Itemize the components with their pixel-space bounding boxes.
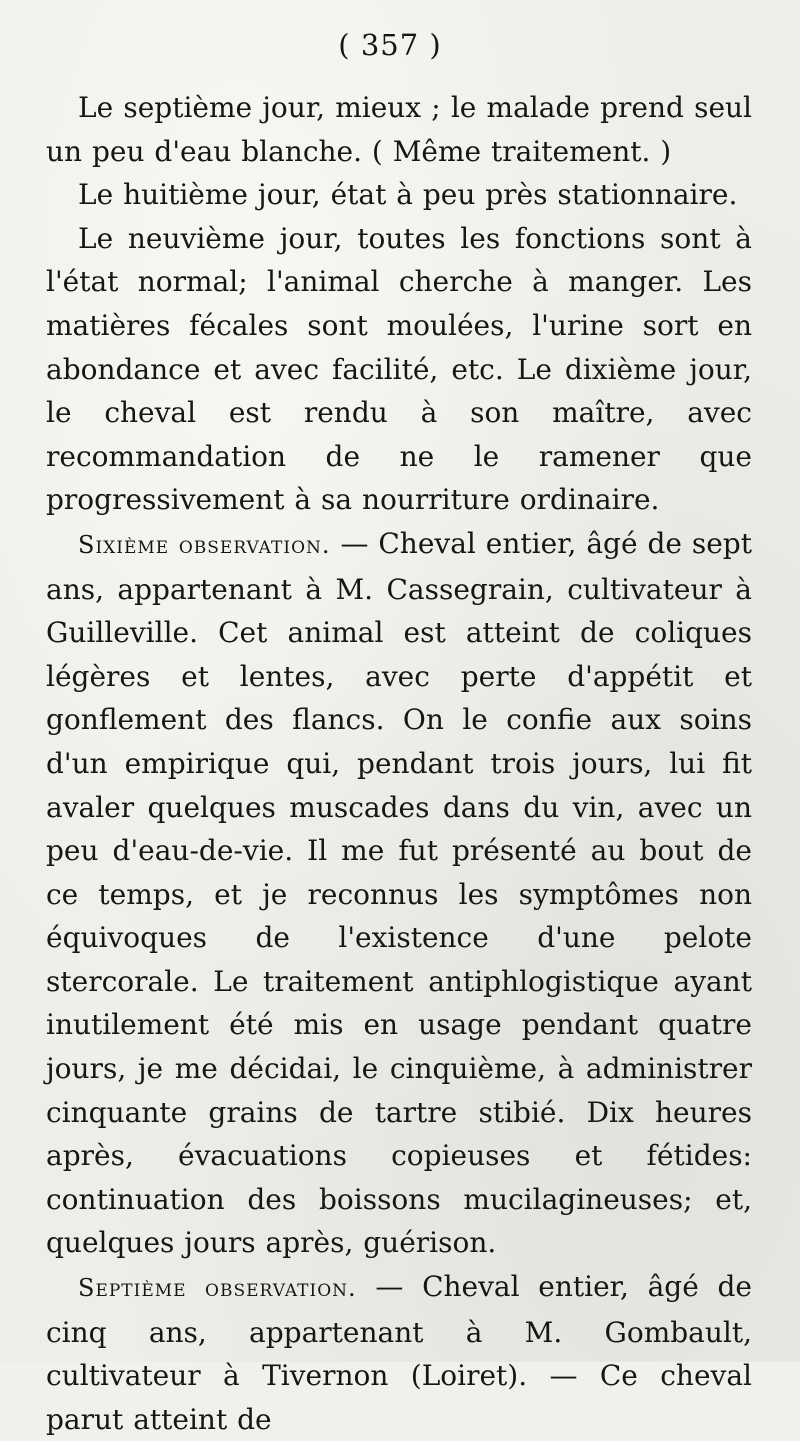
paragraph-seventh-observation	[46, 1265, 752, 1441]
seventh-observation-heading: Septième observation.	[78, 1274, 357, 1303]
page-number: ( 357 )	[338, 28, 442, 62]
sixth-observation-text: — Cheval entier, âgé de sept ans, appartenant à M. Cassegrain, cultivateur à Guilleville. Cet animal est atteint de coliques légères et lentes, avec perte d'appétit et gonflement des flancs. On le confie aux soins d'un empirique qui, pendant trois jours, lui fit avaler quelques muscades dans du vin, avec un peu d'eau-de-vie. Il me fut présenté au bout de ce temps, et je reconnus les symptômes non équivoques de l'existence d'une pelote stercorale. Le traitement antiphlogistique ayant inutilement été mis en usage pendant quatre jours, je me décidai, le cinquième, à administrer cinquante grains de tartre stibié. Dix heures après, évacuations copieuses et fétides: continuation des boissons mucilagineuses; et, quelques jours après, guérison.	[46, 526, 752, 1260]
seventh-observation-text: — Cheval entier, âgé de cinq ans, appartenant à M. Gombault, cultivateur à Tivernon (Loiret). — Ce cheval parut atteint de	[46, 1270, 752, 1436]
body-text	[46, 86, 752, 1441]
paragraph-day-nine: Le neuvième jour, toutes les fonctions sont à l'état normal; l'animal cherche à manger. Les matières fécales sont moulées, l'urine sort en abondance et avec facilité, etc. Le dixième jour, le cheval est rendu à son maître, avec recommandation de ne le ramener que progressivement à sa nourriture ordinaire.	[46, 221, 752, 517]
paragraph-sixth-observation	[46, 522, 752, 1265]
sixth-observation-heading: Sixième observation.	[78, 530, 331, 559]
paragraph-day-seven: Le septième jour, mieux ; le malade prend seul un peu d'eau blanche. ( Même traitement. )	[46, 91, 752, 168]
paragraph-day-eight: Le huitième jour, état à peu près stationnaire.	[78, 178, 738, 212]
